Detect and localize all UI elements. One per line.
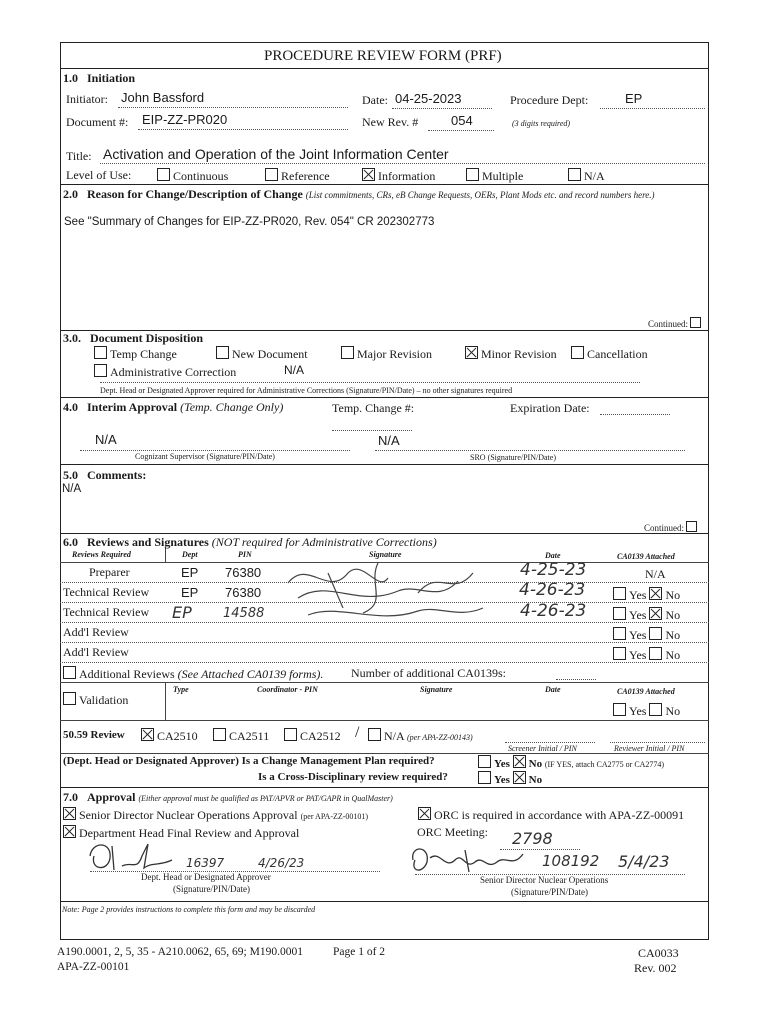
- level-reference[interactable]: Reference: [265, 168, 330, 184]
- level-multiple[interactable]: Multiple: [466, 168, 523, 184]
- preparer-date[interactable]: 4-25-23: [520, 560, 587, 580]
- supervisor-caption: Cognizant Supervisor (Signature/PIN/Date): [135, 452, 275, 461]
- disp-admin-correction[interactable]: Administrative Correction: [94, 364, 236, 380]
- dept-field[interactable]: EP: [625, 91, 643, 106]
- checkbox-icon: [63, 692, 76, 705]
- document-number-label: Document #:: [66, 115, 129, 129]
- section-1-heading: 1.0 Initiation: [63, 71, 136, 85]
- admin-correction-value[interactable]: N/A: [284, 363, 305, 377]
- checked-checkbox-icon: [63, 807, 76, 820]
- checkbox-icon: [649, 647, 662, 660]
- col-pin: PIN: [238, 550, 252, 559]
- senior-director-approval-option[interactable]: Senior Director Nuclear Operations Approval (per APA-ZZ-00101): [63, 807, 368, 823]
- preparer-attached: N/A: [645, 567, 666, 581]
- change-mgmt-answer[interactable]: Yes No (IF YES, attach CA2775 or CA2774): [478, 755, 664, 770]
- val-col-ca0139: CA0139 Attached: [617, 687, 675, 696]
- ca2510-option[interactable]: CA2510: [141, 728, 198, 744]
- expiration-date-label: Expiration Date:: [510, 401, 590, 415]
- checkbox-icon: [94, 364, 107, 377]
- addl-review-2-label: Add'l Review: [63, 645, 129, 659]
- dept-head-caption: Dept. Head or Designated Approver: [141, 872, 271, 882]
- addl-review-1-label: Add'l Review: [63, 625, 129, 639]
- checkbox-icon: [649, 703, 662, 716]
- technical-review-2-date[interactable]: 4-26-23: [520, 601, 587, 621]
- checkbox-icon: [571, 346, 584, 359]
- addl-review-2-attached[interactable]: Yes No: [613, 647, 680, 663]
- checked-checkbox-icon: [649, 587, 662, 600]
- checked-checkbox-icon: [513, 755, 526, 768]
- sro-signature-field[interactable]: N/A: [378, 433, 400, 448]
- section-3-heading: 3.0. Document Disposition: [63, 331, 204, 345]
- level-na[interactable]: N/A: [568, 168, 605, 184]
- level-continuous[interactable]: Continuous: [157, 168, 228, 184]
- senior-director-date[interactable]: 5/4/23: [618, 852, 670, 871]
- checkbox-icon: [568, 168, 581, 181]
- checkbox-icon: [613, 627, 626, 640]
- checked-checkbox-icon: [141, 728, 154, 741]
- checkbox-icon: [478, 755, 491, 768]
- continued-2[interactable]: Continued:: [648, 317, 704, 329]
- continued-5[interactable]: Continued:: [644, 521, 700, 533]
- sro-caption: SRO (Signature/PIN/Date): [470, 453, 556, 462]
- level-of-use-label: Level of Use:: [66, 168, 132, 182]
- dept-head-caption-2: (Signature/PIN/Date): [173, 884, 250, 894]
- checkbox-icon: [157, 168, 170, 181]
- disp-cancellation[interactable]: Cancellation: [571, 346, 648, 362]
- date-label: Date:: [362, 93, 388, 107]
- checkbox-icon: [649, 627, 662, 640]
- initiator-label: Initiator:: [66, 92, 108, 106]
- orc-required-option[interactable]: ORC is required in accordance with APA-ZZ-00091: [418, 807, 684, 823]
- col-dept: Dept: [182, 550, 198, 559]
- title-field[interactable]: Activation and Operation of the Joint Information Center: [103, 146, 449, 162]
- val-col-type: Type: [173, 685, 189, 694]
- technical-review-1-date[interactable]: 4-26-23: [519, 580, 586, 600]
- screener-caption: Screener Initial / PIN: [508, 744, 577, 753]
- rev-note: (3 digits required): [512, 119, 571, 128]
- reviewer-caption: Reviewer Initial / PIN: [614, 744, 685, 753]
- checkbox-icon: [686, 521, 697, 532]
- additional-reviews[interactable]: Additional Reviews (See Attached CA0139 forms).: [63, 666, 323, 682]
- cross-disciplinary-answer[interactable]: Yes No: [478, 771, 542, 786]
- footer-form-rev: Rev. 002: [634, 961, 677, 975]
- dept-head-signature: [82, 836, 182, 876]
- form-title: PROCEDURE REVIEW FORM (PRF): [264, 48, 502, 64]
- level-information[interactable]: Information: [362, 168, 435, 184]
- section-4-heading: 4.0 Interim Approval (Temp. Change Only): [63, 400, 284, 414]
- technical-review-1-label: Technical Review: [63, 585, 150, 599]
- disp-minor-revision[interactable]: Minor Revision: [465, 346, 557, 362]
- technical-review-1-attached[interactable]: Yes No: [613, 587, 680, 603]
- col-signature: Signature: [369, 550, 402, 559]
- checkbox-icon: [613, 703, 626, 716]
- initiator-field[interactable]: John Bassford: [121, 90, 205, 105]
- ca2511-option[interactable]: CA2511: [213, 728, 269, 744]
- senior-director-caption: Senior Director Nuclear Operations: [480, 875, 609, 885]
- new-rev-label: New Rev. #: [362, 115, 419, 129]
- checkbox-icon: [265, 168, 278, 181]
- checkbox-icon: [690, 317, 701, 328]
- title-label: Title:: [66, 149, 92, 163]
- validation-attached[interactable]: Yes No: [613, 703, 680, 719]
- section-6-heading: 6.0 Reviews and Signatures (NOT required for Administrative Corrections): [63, 535, 437, 549]
- technical-review-2-label: Technical Review: [63, 605, 150, 619]
- section-5-heading: 5.0 Comments:: [63, 468, 147, 482]
- page2-note: Note: Page 2 provides instructions to complete this form and may be discarded: [62, 905, 316, 914]
- dept-head-pin[interactable]: 16397: [186, 856, 225, 870]
- checkbox-icon: [613, 607, 626, 620]
- checked-checkbox-icon: [649, 607, 662, 620]
- checkbox-icon: [213, 728, 226, 741]
- temp-change-label: Temp. Change #:: [332, 401, 415, 415]
- checked-checkbox-icon: [418, 807, 431, 820]
- new-rev-field[interactable]: 054: [451, 113, 473, 128]
- dept-label: Procedure Dept:: [510, 93, 589, 107]
- admin-correction-note: Dept. Head or Designated Approver required for Administrative Corrections (Signature/PIN/Date) – no other signatures required: [100, 386, 513, 395]
- technical-review-2-pin[interactable]: 14588: [223, 606, 265, 621]
- col-date: Date: [545, 551, 561, 560]
- preparer-dept[interactable]: EP: [181, 565, 199, 580]
- footer-form-number: CA0033: [638, 946, 679, 960]
- preparer-pin[interactable]: 76380: [225, 565, 262, 580]
- disp-temp-change[interactable]: Temp Change: [94, 346, 177, 362]
- change-description-text[interactable]: See "Summary of Changes for EIP-ZZ-PR020, Rev. 054" CR 202302773: [64, 216, 435, 228]
- footer-apa: APA-ZZ-00101: [57, 961, 130, 973]
- cross-disciplinary-question: Is a Cross-Disciplinary review required?: [258, 771, 448, 783]
- date-field[interactable]: 04-25-2023: [395, 91, 462, 106]
- addl-review-1-attached[interactable]: Yes No: [613, 627, 680, 643]
- orc-meeting-label: ORC Meeting:: [417, 825, 488, 839]
- na-5059-option[interactable]: N/A (per APA-ZZ-00143): [368, 728, 473, 744]
- footer-page: Page 1 of 2: [333, 946, 386, 958]
- checkbox-icon: [466, 168, 479, 181]
- dept-head-date[interactable]: 4/26/23: [258, 856, 305, 870]
- section-2-heading: 2.0 Reason for Change/Description of Change (List commitments, CRs, eB Change Requests, OERs, Plant Mods etc. and record numbers here.): [63, 187, 655, 201]
- checkbox-icon: [216, 346, 229, 359]
- review-5059-label: 50.59 Review: [63, 729, 125, 741]
- checkbox-icon: [478, 771, 491, 784]
- footer-references: A190.0001, 2, 5, 35 - A210.0062, 65, 69; M190.0001: [57, 946, 303, 958]
- checkbox-icon: [94, 346, 107, 359]
- technical-review-2-attached[interactable]: Yes No: [613, 607, 680, 623]
- checked-checkbox-icon: [465, 346, 478, 359]
- technical-review-2-dept[interactable]: EP: [172, 603, 192, 622]
- checkbox-icon: [613, 647, 626, 660]
- col-reviews-required: Reviews Required: [72, 550, 131, 559]
- checked-checkbox-icon: [362, 168, 375, 181]
- disp-new-document[interactable]: New Document: [216, 346, 308, 362]
- senior-director-caption-2: (Signature/PIN/Date): [511, 887, 588, 897]
- checked-checkbox-icon: [63, 825, 76, 838]
- ca2512-option[interactable]: CA2512: [284, 728, 341, 744]
- val-col-coordinator: Coordinator - PIN: [257, 685, 318, 694]
- supervisor-signature-field[interactable]: N/A: [95, 432, 117, 447]
- change-mgmt-question: (Dept. Head or Designated Approver) Is a Change Management Plan required?: [63, 755, 435, 767]
- number-additional-label: Number of additional CA0139s:: [351, 666, 506, 680]
- val-col-signature: Signature: [420, 685, 453, 694]
- checkbox-icon: [613, 587, 626, 600]
- comments-text[interactable]: N/A: [62, 483, 82, 495]
- col-ca0139: CA0139 Attached: [617, 552, 675, 561]
- disp-major-revision[interactable]: Major Revision: [341, 346, 432, 362]
- technical-review-1-dept[interactable]: EP: [181, 585, 199, 600]
- review-signatures: [268, 553, 508, 628]
- slash-separator: /: [355, 724, 360, 741]
- dept-head-approval-option[interactable]: Department Head Final Review and Approval: [63, 825, 299, 841]
- checkbox-icon: [63, 666, 76, 679]
- validation[interactable]: Validation: [63, 692, 128, 708]
- technical-review-1-pin[interactable]: 76380: [225, 585, 262, 600]
- checkbox-icon: [341, 346, 354, 359]
- document-number-field[interactable]: EIP-ZZ-PR020: [142, 112, 228, 127]
- val-col-date: Date: [545, 685, 561, 694]
- section-7-heading: 7.0 Approval (Either approval must be qualified as PAT/APVR or PAT/GAPR in QualMaster): [63, 790, 393, 804]
- checkbox-icon: [368, 728, 381, 741]
- preparer-label: Preparer: [89, 565, 130, 579]
- senior-director-pin[interactable]: 108192: [542, 852, 600, 870]
- checked-checkbox-icon: [513, 771, 526, 784]
- orc-meeting-field[interactable]: 2798: [512, 829, 553, 848]
- checkbox-icon: [284, 728, 297, 741]
